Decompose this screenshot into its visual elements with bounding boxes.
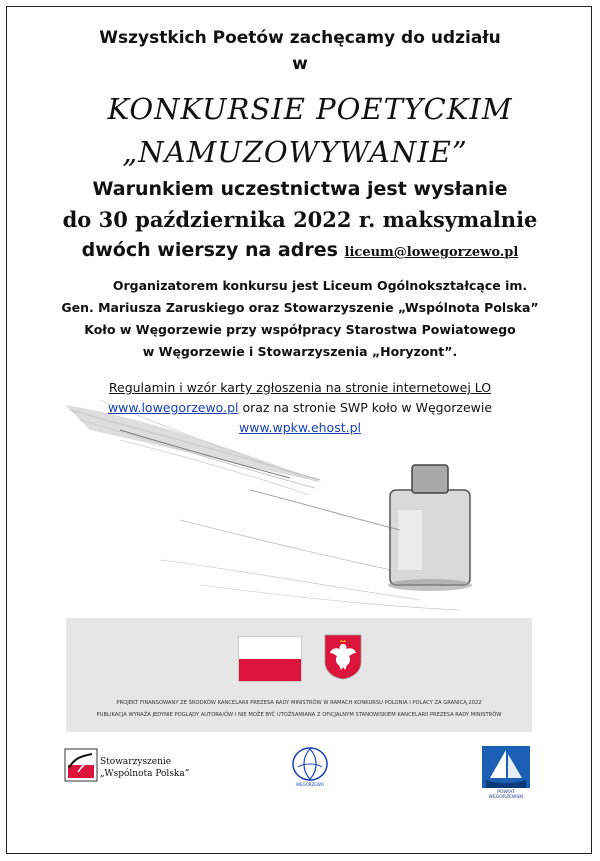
- sponsor-fineprint-1: PROJEKT FINANSOWANY ZE ŚRODKÓW KANCELARII PREZESA RADY MINISTRÓW W RAMACH KONKURSU POLONIA I POLACY ZA GRANICĄ 2022: [116, 700, 482, 706]
- conditions-line-2: do 30 października 2022 r. maksymalnie: [62, 207, 538, 232]
- powiat-caption-2: WĘGORZEWSKI: [488, 795, 524, 800]
- invitation-line-w: w: [292, 54, 308, 74]
- powiat-caption-1: POWIAT: [497, 790, 515, 795]
- sponsor-fineprint-2: PUBLIKACJA WYRAŻA JEDYNIE POGLĄDY AUTORA/ÓW I NIE MOŻE BYĆ UTOŻSAMIANA Z OFICJALNYM STANOWISKIEM KANCELARII PREZESA RADY MINISTRÓW: [96, 712, 502, 718]
- organizer-line-4: w Węgorzewie i Stowarzyszenia „Horyzont”.: [142, 344, 458, 359]
- rules-line-1: Regulamin i wzór karty zgłoszenia na stronie internetowej LO: [108, 380, 492, 395]
- lo-website-link[interactable]: www.lowegorzewo.pl: [107, 400, 239, 415]
- swp-website-link[interactable]: www.wpkw.ehost.pl: [239, 420, 361, 435]
- wp-name-line-2: „Wspólnota Polska”: [100, 769, 190, 779]
- wegorzewo-crest-icon: [290, 745, 330, 783]
- organizer-line-2: Gen. Mariusza Zaruskiego oraz Stowarzyszenie „Wspólnota Polska”: [61, 300, 539, 315]
- powiat-caption: [480, 790, 532, 800]
- wegorzewo-caption: WĘGORZEWO: [296, 782, 324, 787]
- wegorzewo-logo: [290, 745, 330, 791]
- sponsor-panel: [66, 618, 532, 732]
- sailboat-icon: [480, 744, 532, 790]
- polish-eagle-emblem-icon: [324, 634, 362, 680]
- title-line-1: KONKURSIE POETYCKIM: [107, 92, 513, 126]
- inkwell: [388, 465, 472, 591]
- rules-line-3: [0, 420, 600, 435]
- organizer-line-1: Organizatorem konkursu jest Liceum Ogólnokształcące im.: [112, 278, 528, 293]
- invitation-line: Wszystkich Poetów zachęcamy do udziału: [99, 28, 501, 48]
- email-link[interactable]: liceum@lowegorzewo.pl: [344, 245, 519, 260]
- conditions-line-3: [0, 239, 600, 261]
- wp-name-line-1: Stowarzyszenie: [100, 757, 172, 767]
- conditions-text: dwóch wierszy na adres: [81, 239, 345, 261]
- wspolnota-polska-mark-icon: [64, 748, 98, 782]
- powiat-wegorzewski-logo: [480, 744, 532, 800]
- polish-flag-icon: [238, 636, 302, 682]
- wspolnota-polska-logo: [64, 748, 214, 788]
- rules-line-2-text: oraz na stronie SWP koło w Węgorzewie: [238, 400, 493, 415]
- conditions-line-1: Warunkiem uczestnictwa jest wysłanie: [92, 178, 508, 200]
- rules-line-2: [0, 400, 600, 415]
- organizer-line-3: Koło w Węgorzewie przy współpracy Starostwa Powiatowego: [84, 322, 516, 337]
- title-line-2: „NAMUZOWYWANIE”: [122, 135, 468, 169]
